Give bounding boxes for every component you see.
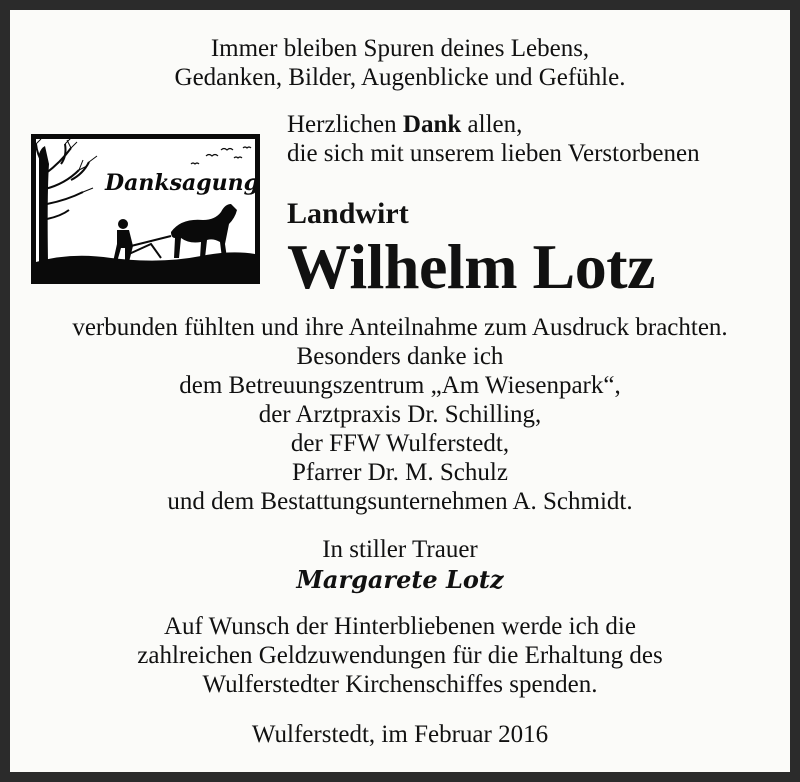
mourning-line: In stiller Trauer — [322, 536, 478, 563]
danksagung-image — [31, 134, 260, 284]
intro-suffix: allen, — [461, 111, 523, 138]
thanks-block — [10, 313, 790, 516]
intro-line-2: die sich mit unserem lieben Verstorbenen — [287, 140, 700, 167]
thanks-line: Besonders danke ich — [296, 343, 504, 370]
thanks-line: dem Betreuungszentrum „Am Wiesenpark“, — [179, 372, 621, 399]
thanks-line: der Arztpraxis Dr. Schilling, — [258, 401, 542, 428]
donation-note — [10, 612, 790, 699]
motto — [10, 34, 790, 92]
deceased-name: Wilhelm Lotz — [287, 231, 655, 302]
deceased-title: Landwirt — [287, 197, 409, 230]
thanks-line: und dem Bestattungsunternehmen A. Schmidt. — [167, 488, 633, 515]
obituary-notice — [10, 10, 790, 772]
donation-line: Wulferstedter Kirchenschiffes spenden. — [202, 671, 598, 698]
donation-line: zahlreichen Geldzuwendungen für die Erhaltung des — [137, 642, 663, 669]
farmer-plowing-icon — [31, 134, 260, 284]
signature: Margarete Lotz — [296, 565, 504, 594]
intro-bold-word: Dank — [402, 111, 462, 138]
thanks-line: Pfarrer Dr. M. Schulz — [292, 459, 508, 486]
danksagung-caption: Danksagung — [105, 170, 259, 196]
motto-line: Gedanken, Bilder, Augenblicke und Gefühle. — [174, 64, 626, 91]
intro-prefix: Herzlichen — [287, 111, 403, 138]
motto-line: Immer bleiben Spuren deines Lebens, — [210, 35, 590, 62]
intro-line — [287, 110, 522, 140]
thanks-line: der FFW Wulferstedt, — [290, 430, 510, 457]
donation-line: Auf Wunsch der Hinterbliebenen werde ich die — [164, 613, 636, 640]
place-date: Wulferstedt, im Februar 2016 — [251, 721, 549, 748]
thanks-line: verbunden fühlten und ihre Anteilnahme zum Ausdruck brachten. — [72, 314, 728, 341]
